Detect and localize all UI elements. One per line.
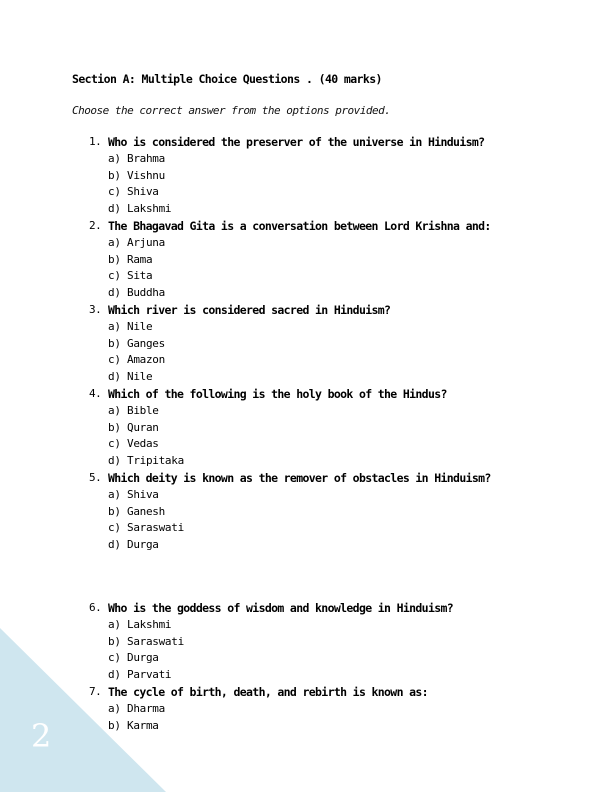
question-number: 1. — [89, 135, 102, 148]
question-number: 6. — [89, 601, 102, 614]
question-number: 3. — [89, 303, 102, 316]
section-title: Section A: Multiple Choice Questions . (40 marks) — [72, 72, 382, 86]
options-list — [89, 151, 529, 218]
option-a: a) Lakshmi — [108, 617, 172, 631]
option-d: d) Nile — [108, 370, 153, 384]
option-d: d) Lakshmi — [108, 202, 172, 216]
question-2 — [89, 218, 529, 302]
option-b: b) Karma — [108, 718, 159, 732]
question-text: Which of the following is the holy book of the Hindus? — [108, 387, 447, 401]
option-b: b) Saraswati — [108, 634, 184, 648]
option-b: b) Rama — [108, 252, 153, 266]
option-b: b) Ganges — [108, 336, 165, 350]
question-header — [89, 684, 529, 701]
question-3 — [89, 302, 529, 386]
option-c: c) Sita — [108, 269, 153, 283]
option-b: b) Ganesh — [108, 504, 165, 518]
question-7 — [89, 684, 529, 734]
question-text: Who is considered the preserver of the universe in Hinduism? — [108, 135, 485, 149]
question-text: The cycle of birth, death, and rebirth is known as: — [108, 685, 428, 699]
question-4 — [89, 386, 529, 470]
question-header — [89, 134, 529, 151]
question-number: 2. — [89, 219, 102, 232]
option-d: d) Durga — [108, 538, 159, 552]
option-d: d) Parvati — [108, 668, 172, 682]
option-c: c) Vedas — [108, 437, 159, 451]
question-number: 5. — [89, 471, 102, 484]
question-1 — [89, 134, 529, 218]
option-a: a) Brahma — [108, 151, 165, 165]
question-number: 4. — [89, 387, 102, 400]
question-number: 7. — [89, 685, 102, 698]
option-a: a) Nile — [108, 319, 153, 333]
option-a: a) Bible — [108, 403, 159, 417]
options-list — [89, 403, 529, 470]
question-text: Who is the goddess of wisdom and knowledge in Hinduism? — [108, 601, 454, 615]
option-d: d) Buddha — [108, 286, 165, 300]
option-d: d) Tripitaka — [108, 454, 184, 468]
question-header — [89, 386, 529, 403]
option-c: c) Shiva — [108, 185, 159, 199]
option-c: c) Saraswati — [108, 521, 184, 535]
option-c: c) Durga — [108, 651, 159, 665]
option-a: a) Dharma — [108, 701, 165, 715]
question-header — [89, 218, 529, 235]
question-header — [89, 600, 529, 617]
question-text: Which river is considered sacred in Hinduism? — [108, 303, 391, 317]
option-b: b) Vishnu — [108, 168, 165, 182]
question-text: The Bhagavad Gita is a conversation between Lord Krishna and: — [108, 219, 491, 233]
option-c: c) Amazon — [108, 353, 165, 367]
options-list — [89, 319, 529, 386]
question-header — [89, 470, 529, 487]
question-6 — [89, 600, 529, 684]
question-text: Which deity is known as the remover of obstacles in Hinduism? — [108, 471, 491, 485]
option-b: b) Quran — [108, 420, 159, 434]
options-list — [89, 701, 529, 735]
page-number: 2 — [31, 717, 52, 755]
option-a: a) Shiva — [108, 487, 159, 501]
options-list — [89, 235, 529, 302]
option-a: a) Arjuna — [108, 235, 165, 249]
question-5 — [89, 470, 529, 554]
options-list — [89, 617, 529, 684]
question-header — [89, 302, 529, 319]
instructions: Choose the correct answer from the options provided. — [72, 104, 391, 117]
options-list — [89, 487, 529, 554]
